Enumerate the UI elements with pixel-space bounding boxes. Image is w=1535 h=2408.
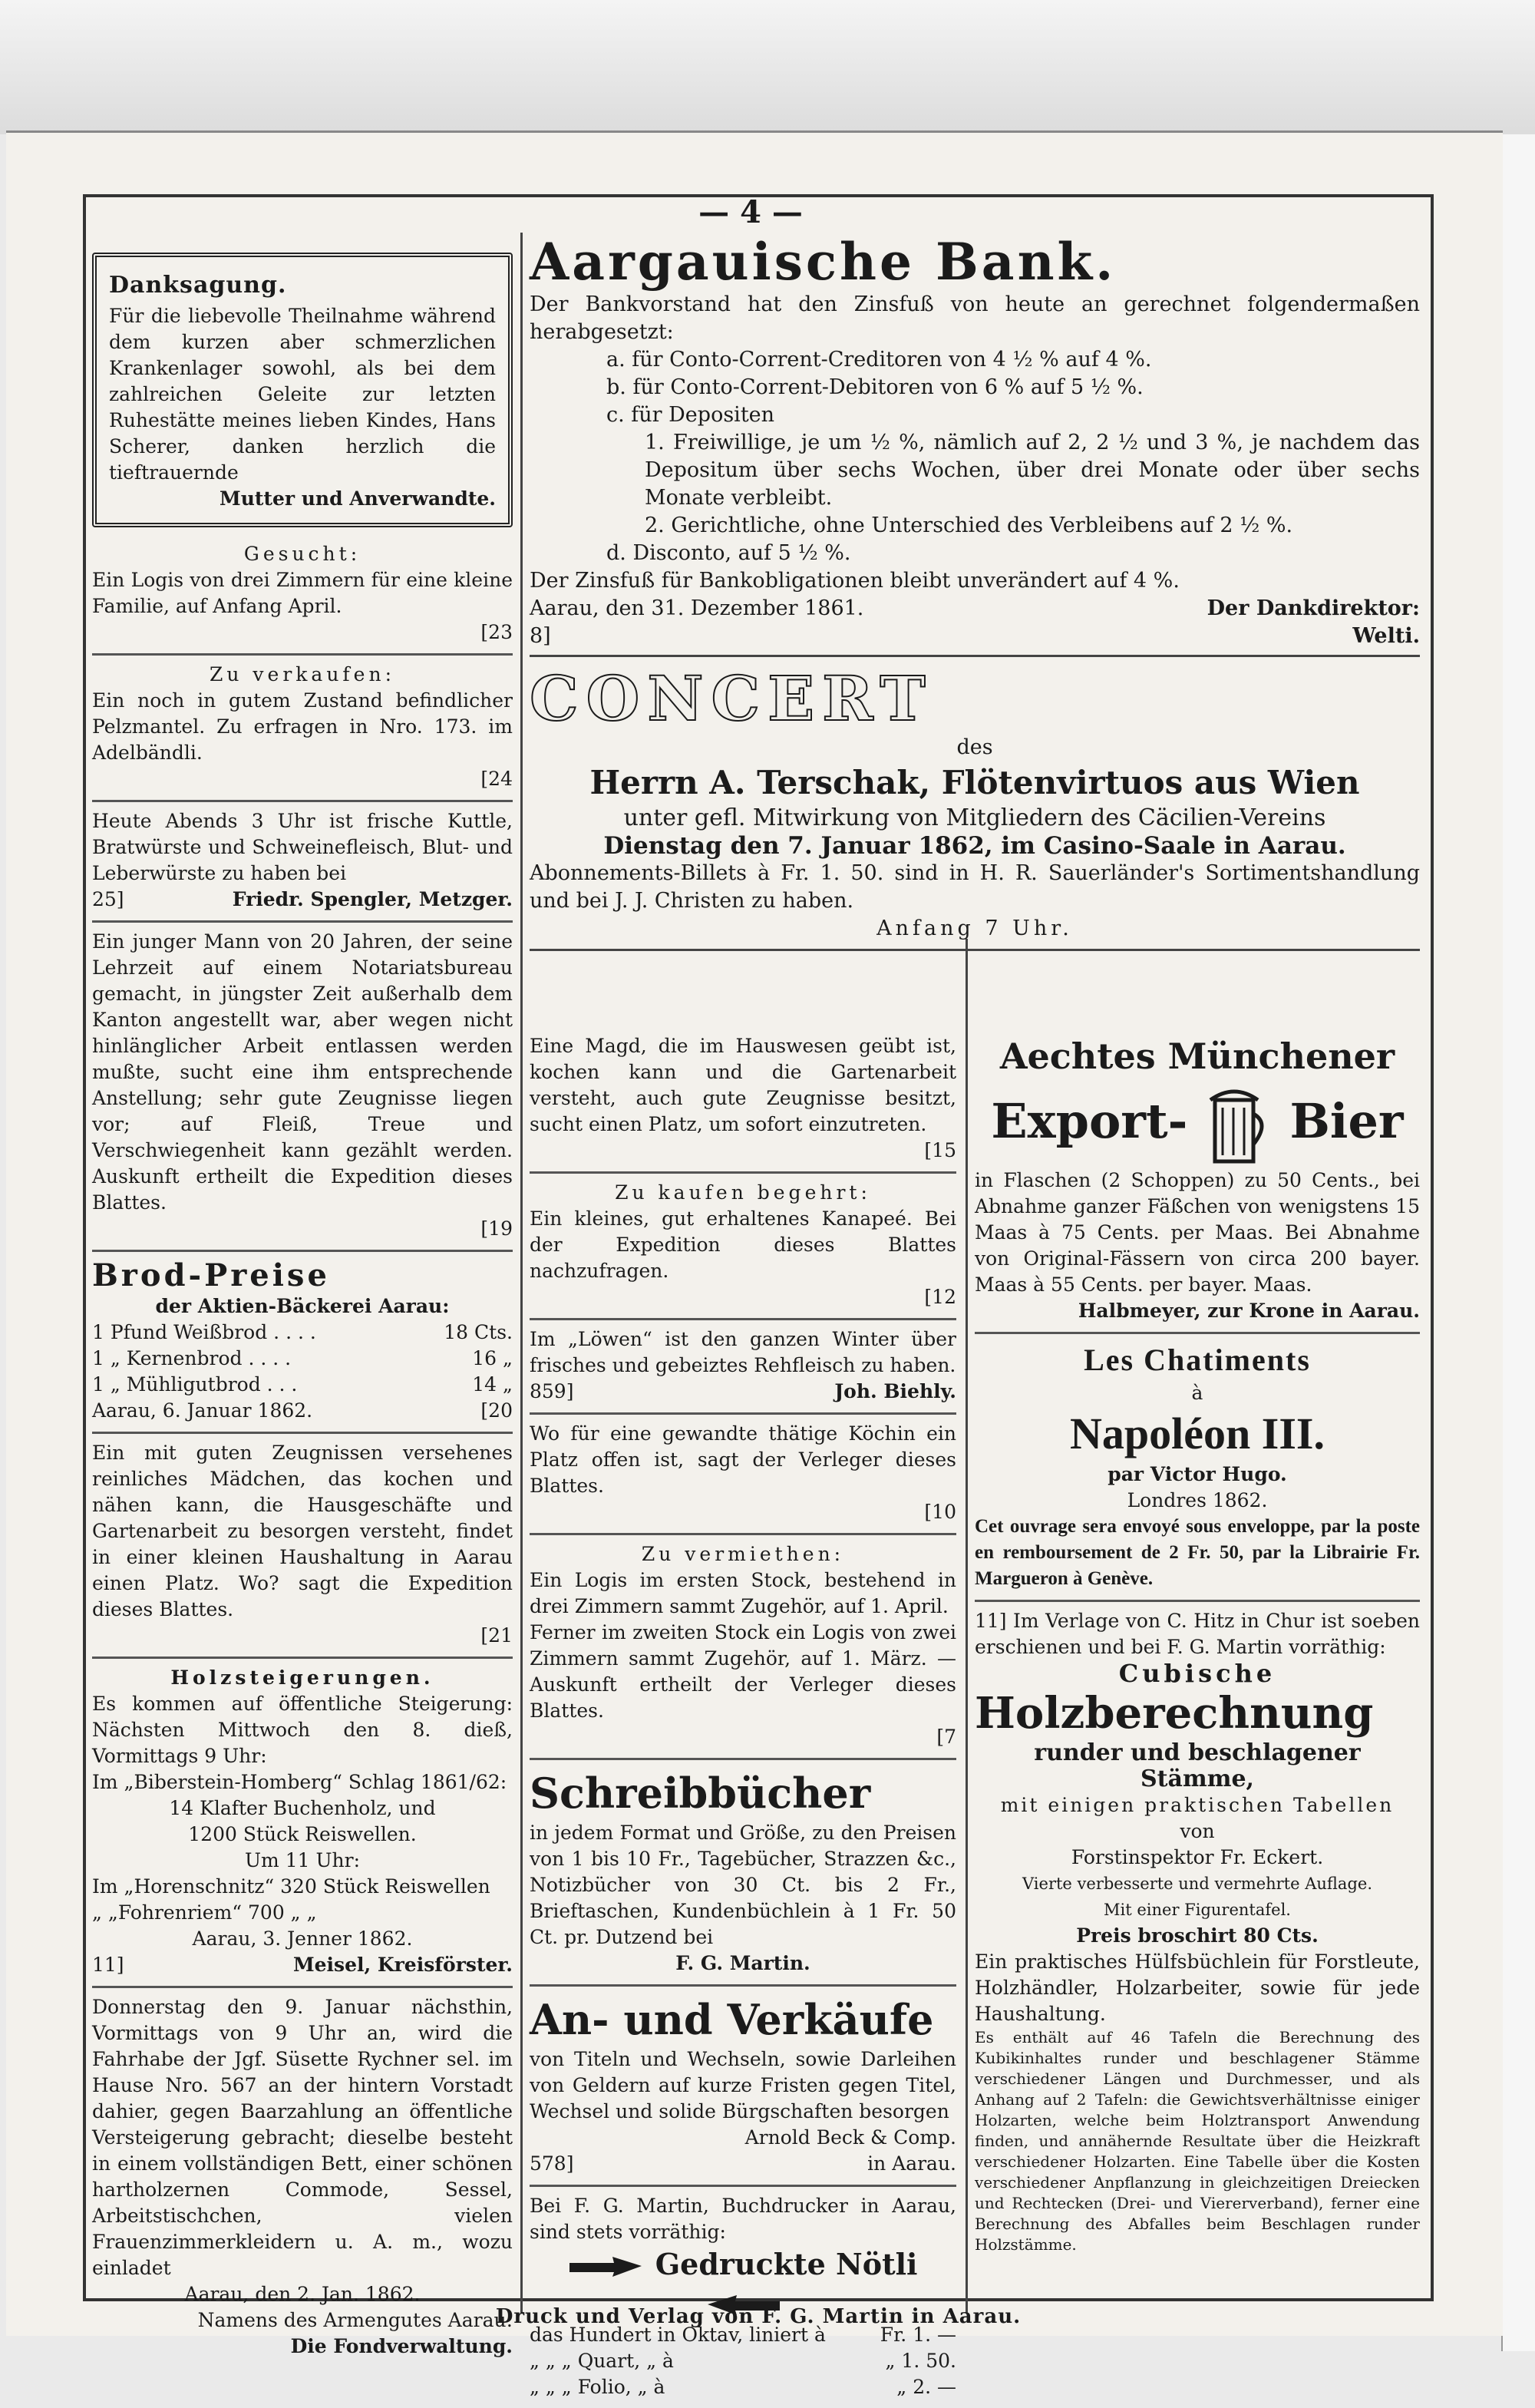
holz-line1: 14 Klafter Buchenholz, und: [169, 1797, 436, 1819]
verkaufen-number: [24: [480, 768, 513, 790]
koechin-text: Wo für eine gewandte thätige Köchin ein Platz offen ist, sagt der Verleger dieses Blattes.: [530, 1422, 956, 1497]
brod-item: 1 Pfund Weißbrod . . . .: [92, 1321, 316, 1343]
koechin-number: [10: [924, 1501, 956, 1523]
brod-number: [20: [480, 1399, 513, 1422]
cubische-text1: Ein praktisches Hülfsbüchlein für Forstleute, Holzhändler, Holzarbeiter, sowie für jede Haushaltung.: [975, 1951, 1420, 2025]
bank-sig1: Der Dankdirektor:: [1207, 596, 1420, 620]
noetli-item: „ „ „ Folio, „ à: [530, 2376, 665, 2398]
ad-maedchen: [92, 1434, 513, 1659]
holz-text2: Im „Biberstein-Homberg“ Schlag 1861/62:: [92, 1771, 507, 1793]
gesucht-title: Gesucht:: [243, 543, 361, 565]
maedchen-number: [21: [480, 1624, 513, 1647]
brod-price: 16 „: [472, 1347, 513, 1369]
noetli-item: „ „ „ Quart, „ à: [530, 2350, 674, 2372]
ad-vermiethen: [530, 1535, 956, 1760]
noetli-price: Fr. 1. —: [880, 2324, 956, 2346]
danksagung-box: [92, 253, 513, 527]
cubische-t6: Forstinspektor Fr. Eckert.: [1071, 1846, 1324, 1868]
brod-item: 1 „ Kernenbrod . . . .: [92, 1347, 292, 1369]
bank-notice: [530, 233, 1420, 951]
schreib-title: Schreibbücher: [530, 1769, 871, 1818]
cubische-text2: Es enthält auf 46 Tafeln die Berechnung des Kubikinhaltes runder und beschlagener Stämme verschiedener Längen und Durchmesser, und als Anhang auf 2 Tafeln: die Gewichtsverhältnisse einiger Holzarten, welche beim Holztransport Anwendung finden, und annähernde Resultate über die Heizkraft verschiedener Holzarten. Eine Tabelle über die Kosten verschiedener Anpflanzung in gleichzeitigen Dreiecken und Rechtecken (Drei- und Viererverband), ferner eine Berechnung des Abfalles beim Beschlagen runder Holzstämme.: [975, 2028, 1420, 2254]
pointing-hand-right-icon: [568, 2254, 645, 2281]
bier-signature: Halbmeyer, zur Krone in Aarau.: [1078, 1300, 1420, 1322]
ad-schreibbuecher: [530, 1760, 956, 1987]
anverkauf-title: An- und Verkäufe: [530, 1995, 934, 2044]
adjacent-page-strip: [1501, 134, 1535, 2351]
kaufen-title: Zu kaufen begehrt:: [615, 1181, 871, 1204]
bank-c: c. für Depositen: [606, 403, 775, 427]
vermiethen-text1: Ein Logis im ersten Stock, bestehend in drei Zimmern sammt Zugehör, auf 1. April.: [530, 1569, 956, 1617]
magd-number: [15: [924, 1139, 956, 1161]
chatiments-t4: par Victor Hugo.: [1108, 1463, 1287, 1485]
noetli-row: [530, 2374, 956, 2400]
ad-kuttle: [92, 802, 513, 923]
cubische-t4: mit einigen praktischen Tabellen: [1000, 1794, 1395, 1816]
noetli-item: das Hundert in Oktav, liniert à: [530, 2324, 826, 2346]
page-number: — 4 —: [698, 194, 803, 230]
ad-concert: [530, 657, 1420, 951]
column-rule-2: [966, 939, 968, 2313]
cubische-t3: runder und beschlagener Stämme,: [1034, 1739, 1361, 1792]
ad-cubische-holzberechnung: [975, 1602, 1420, 2263]
bier-title2a: Export-: [991, 1093, 1188, 1149]
cubische-t2: Holzberechnung: [975, 1688, 1374, 1739]
loewen-signature: Joh. Biehly.: [834, 1380, 956, 1402]
gesucht-number: [23: [480, 621, 513, 643]
ad-brod-preise: [92, 1252, 513, 1434]
beer-mug-icon: [1204, 1083, 1273, 1168]
donnerstag-text: Donnerstag den 9. Januar nächsthin, Vormittags von 9 Uhr an, wird die Fahrhabe der Jgf. Süsette Rychner sel. im Hause Nro. 567 an der hintern Vorstadt dahier, gegen Baarzahlung an öffentliche Versteigerung gebracht; dieselbe besteht in einem vollständigen Bett, einer schönen hartholzernen Commode, Sessel, Arbeitstischchen, vielen Frauenzimmerkleidern u. A. m., wozu einladet: [92, 1996, 513, 2279]
newspaper-page: [6, 130, 1503, 2398]
magd-text: Eine Magd, die im Hauswesen geübt ist, kochen kann und die Gartenarbeit versteht, auch gute Zeugnisse besitzt, sucht einen Platz, um sofort einzutreten.: [530, 1035, 956, 1135]
holz-line4: „ „Fohrenriem“ 700 „ „: [92, 1901, 317, 1924]
concert-performer: Herrn A. Terschak, Flötenvirtuos aus Wien: [589, 764, 1360, 801]
noetli-price: „ 2. —: [896, 2376, 956, 2398]
donnerstag-sig1: Namens des Armengutes Aarau:: [197, 2309, 513, 2331]
concert-start: Anfang 7 Uhr.: [876, 917, 1073, 940]
brod-title: Brod-Preise: [92, 1257, 330, 1293]
ad-holzsteigerungen: [92, 1659, 513, 1988]
ad-chatiments: [975, 1334, 1420, 1602]
brod-item: 1 „ Mühligutbrod . . .: [92, 1373, 298, 1396]
noetli-row: [530, 2348, 956, 2374]
chatiments-t3: Napoléon III.: [1070, 1409, 1325, 1458]
cubische-t7: Vierte verbesserte und vermehrte Auflage.: [1022, 1875, 1372, 1893]
noetli-price: „ 1. 50.: [885, 2350, 956, 2372]
kuttle-signature: Friedr. Spengler, Metzger.: [232, 888, 513, 910]
brod-price: 14 „: [472, 1373, 513, 1396]
cubische-t9: Preis broschirt 80 Cts.: [1076, 1924, 1319, 1947]
bank-d: d. Disconto, auf 5 ½ %.: [606, 541, 851, 565]
anverkauf-number: 578]: [530, 2152, 574, 2175]
holz-title: Holzsteigerungen.: [170, 1666, 434, 1689]
maedchen-text: Ein mit guten Zeugnissen versehenes reinliches Mädchen, das kochen und nähen kann, die Hausgeschäfte und Gartenarbeit zu besorgen versteht, findet in einer kleinen Haushaltung in Aarau einen Platz. Wo? sagt die Expedition dieses Blattes.: [92, 1442, 513, 1620]
schreib-signature: F. G. Martin.: [675, 1952, 810, 1974]
anverkauf-text: von Titeln und Wechseln, sowie Darleihen von Geldern auf kurze Fristen gegen Titel, Wechsel und solide Bürgschaften besorgen: [530, 2048, 956, 2122]
holz-signature: Meisel, Kreisförster.: [292, 1954, 513, 1976]
bank-date: Aarau, den 31. Dezember 1861.: [530, 596, 864, 620]
anverkauf-sig1: Arnold Beck & Comp.: [744, 2126, 956, 2149]
ad-loewen: [530, 1320, 956, 1415]
verkaufen-title: Zu verkaufen:: [209, 663, 395, 685]
chatiments-t2: à: [1191, 1382, 1203, 1404]
kaufen-number: [12: [924, 1286, 956, 1308]
noetli-title: Gedruckte Nötli: [655, 2247, 918, 2281]
brod-row: [92, 1320, 513, 1346]
danksagung-text: Für die liebevolle Theilnahme während dem kurzen aber schmerzlichen Krankenlager sowohl, als bei dem zahlreichen Geleite zur letzten Ruhestätte meines lieben Kindes, Hans Scherer, danken herzlich die tieftrauernde: [109, 305, 496, 484]
bank-c1: 1. Freiwillige, je um ½ %, nämlich auf 2, 2 ½ und 3 %, je nachdem das Depositum über sechs Wochen, über drei Monate oder über sechs Monate verbleibt.: [645, 431, 1420, 510]
scan-margin-top: [0, 0, 1535, 134]
right-column: [975, 1027, 1420, 2263]
cubische-t8: Mit einer Figurentafel.: [1104, 1901, 1291, 1919]
ad-gesucht: [92, 535, 513, 656]
danksagung-signature: Mutter und Anverwandte.: [220, 487, 496, 510]
bier-title2b: Bier: [1289, 1093, 1404, 1149]
brod-price: 18 Cts.: [444, 1321, 513, 1343]
imprint-footer: Druck und Verlag von F. G. Martin in Aarau.: [495, 2305, 1022, 2328]
chatiments-t5: Londres 1862.: [1127, 1489, 1268, 1511]
bank-title: Aargauische Bank.: [530, 232, 1117, 292]
ad-export-bier: [975, 1027, 1420, 1334]
anverkauf-sig2: in Aarau.: [867, 2152, 956, 2175]
holz-text1: Es kommen auf öffentliche Steigerung: Nächsten Mittwoch den 8. dieß, Vormittags 9 Uhr:: [92, 1693, 513, 1767]
holz-line3: Im „Horenschnitz“ 320 Stück Reiswellen: [92, 1875, 490, 1898]
mann-text: Ein junger Mann von 20 Jahren, der seine Lehrzeit auf einem Notariatsbureau gemacht, in jüngster Zeit außerhalb dem Kanton angestellt war, aber wegen nicht hinlänglicher Arbeit entlassen werden mußte, sucht eine ihm entsprechende Anstellung; sehr gute Zeugnisse liegen vor; auf Fleiß, Treue und Verschwiegenheit kann gezählt werden. Auskunft ertheilt die Expedition dieses Blattes.: [92, 930, 513, 1214]
bier-title1: Aechtes Münchener: [999, 1036, 1395, 1077]
bank-oblig: Der Zinsfuß für Bankobligationen bleibt unverändert auf 4 %.: [530, 569, 1180, 593]
concert-title: CONCERT: [530, 662, 933, 735]
noetli-intro: Bei F. G. Martin, Buchdrucker in Aarau, sind stets vorräthig:: [530, 2195, 956, 2243]
ad-an-und-verkaeufe: [530, 1987, 956, 2187]
chatiments-text: Cet ouvrage sera envoyé sous enveloppe, par la poste en remboursement de 2 Fr. 50, par la Librairie Fr. Margueron à Genève.: [975, 1516, 1420, 1589]
brod-row: [92, 1372, 513, 1398]
concert-when: Dienstag den 7. Januar 1862, im Casino-Saale in Aarau.: [603, 832, 1346, 860]
donnerstag-sig2: Die Fondverwaltung.: [290, 2335, 513, 2357]
ad-koechin: [530, 1415, 956, 1535]
bank-a: a. für Conto-Corrent-Creditoren von 4 ½ % auf 4 %.: [606, 348, 1152, 372]
donnerstag-date: Aarau, den 2. Jan. 1862.: [184, 2283, 421, 2305]
brod-row: [92, 1346, 513, 1372]
column-rule-1: [520, 233, 523, 2313]
ad-kaufen: [530, 1174, 956, 1320]
holz-date: Aarau, 3. Jenner 1862.: [192, 1927, 413, 1950]
verkaufen-text: Ein noch in gutem Zustand befindlicher Pelzmantel. Zu erfragen in Nro. 173. im Adelbändli.: [92, 689, 513, 764]
ad-verkaufen: [92, 656, 513, 802]
bank-number: 8]: [530, 624, 551, 648]
middle-column: [530, 1027, 956, 2408]
brod-date: Aarau, 6. Januar 1862.: [92, 1399, 313, 1422]
gesucht-text: Ein Logis von drei Zimmern für eine kleine Familie, auf Anfang April.: [92, 569, 513, 617]
concert-tickets: Abonnements-Billets à Fr. 1. 50. sind in H. R. Sauerländer's Sortimentshandlung und bei J. J. Christen zu haben.: [530, 861, 1420, 913]
kuttle-text: Heute Abends 3 Uhr ist frische Kuttle, Bratwürste und Schweinefleisch, Blut- und Leberwürste zu haben bei: [92, 810, 513, 884]
loewen-text: Im „Löwen“ ist den ganzen Winter über frisches und gebeiztes Rehfleisch zu haben.: [530, 1328, 956, 1376]
kuttle-number: 25]: [92, 888, 124, 910]
loewen-number: 859]: [530, 1380, 574, 1402]
chatiments-t1: Les Chatiments: [1084, 1343, 1311, 1377]
ad-noetli: [530, 2187, 956, 2408]
holz-number: 11]: [92, 1954, 124, 1976]
bank-sig2: Welti.: [1352, 624, 1420, 648]
kaufen-text: Ein kleines, gut erhaltenes Kanapeé. Bei der Expedition dieses Blattes nachzufragen.: [530, 1207, 956, 1282]
holz-line2: 1200 Stück Reiswellen.: [188, 1823, 417, 1845]
brod-subtitle: der Aktien-Bäckerei Aarau:: [155, 1295, 450, 1317]
cubische-t5: von: [1180, 1820, 1215, 1842]
holz-time: Um 11 Uhr:: [244, 1849, 361, 1871]
vermiethen-title: Zu vermiethen:: [641, 1543, 845, 1565]
concert-with: unter gefl. Mitwirkung von Mitgliedern des Cäcilien-Vereins: [623, 804, 1326, 831]
vermiethen-number: [7: [936, 1726, 956, 1748]
mann-number: [19: [480, 1217, 513, 1240]
bank-intro: Der Bankvorstand hat den Zinsfuß von heute an gerechnet folgendermaßen herabgesetzt:: [530, 292, 1420, 344]
danksagung-title: Danksagung.: [109, 272, 287, 299]
ad-junger-mann: [92, 923, 513, 1252]
cubische-t1: Cubische: [1118, 1659, 1276, 1688]
cubische-intro: 11] Im Verlage von C. Hitz in Chur ist soeben erschienen und bei F. G. Martin vorräthig:: [975, 1610, 1420, 1658]
vermiethen-text2: Ferner im zweiten Stock ein Logis von zwei Zimmern sammt Zugehör, auf 1. März. — Auskunft ertheilt der Verleger dieses Blattes.: [530, 1621, 956, 1722]
bier-text: in Flaschen (2 Schoppen) zu 50 Cents., bei Abnahme ganzer Fäßchen von wenigstens 15 Maas à 75 Cents. per Maas. Bei Abnahme von Original-Fässern von circa 200 bayer. Maas à 55 Cents. per bayer. Maas.: [975, 1169, 1420, 1296]
concert-des: des: [956, 735, 993, 759]
left-column: [92, 248, 513, 2367]
bank-b: b. für Conto-Corrent-Debitoren von 6 % auf 5 ½ %.: [606, 375, 1144, 399]
schreib-text: in jedem Format und Größe, zu den Preisen von 1 bis 10 Fr., Tagebücher, Strazzen &c., Notizbücher von 30 Ct. bis 2 Fr., Brieftaschen, Kundenbüchlein à 1 Fr. 50 Ct. pr. Dutzend bei: [530, 1822, 956, 1948]
bank-c2: 2. Gerichtliche, ohne Unterschied des Verbleibens auf 2 ½ %.: [645, 514, 1293, 537]
ad-magd: [530, 1027, 956, 1174]
